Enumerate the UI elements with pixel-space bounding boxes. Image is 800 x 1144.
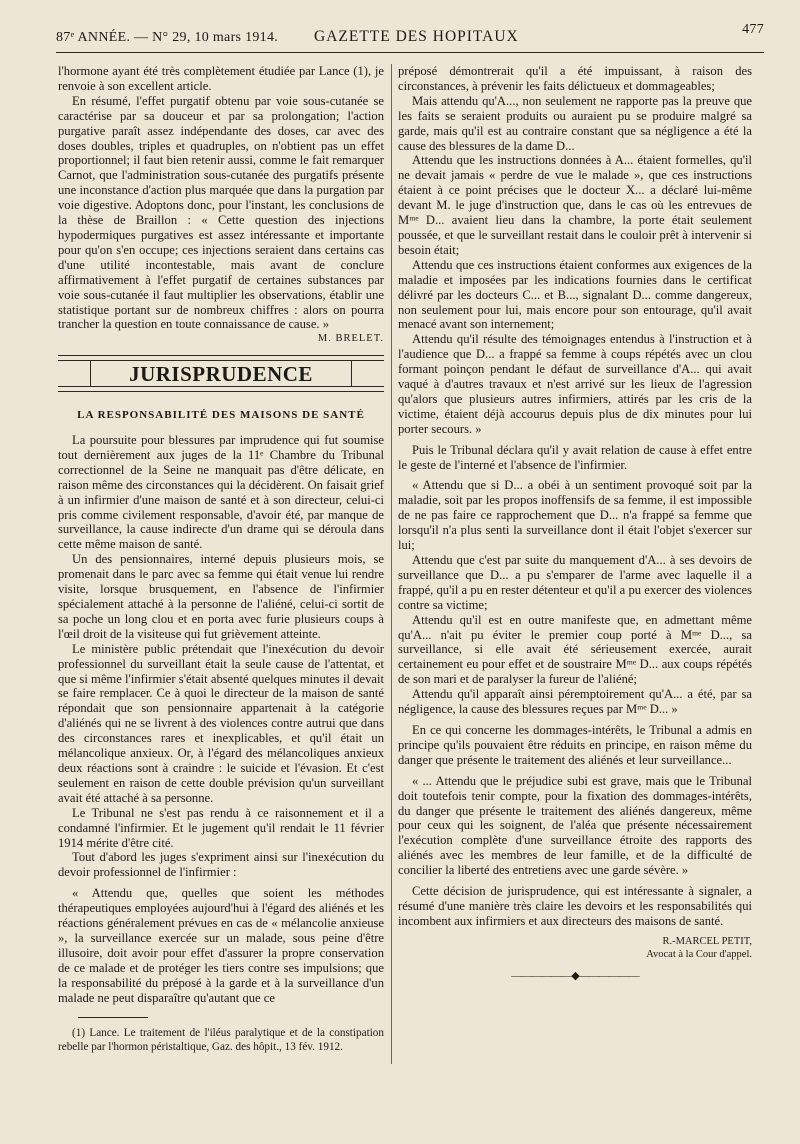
section-title: JURISPRUDENCE [90,361,352,386]
paragraph: La poursuite pour blessures par imprudence qui fut soumise tout dernièrement aux juges de la 11ᵉ Chambre du Tribunal correctionnel de la Seine ne manquait pas d'être délicate, en raison même des circonstances qui la décidèrent. On faisait grief à un infirmier d'une maison de santé et à son directeur, celui-ci pris comme civilement responsable, d'avoir été, par manque de surveillance, la cause indirecte d'un drame qui se déroula dans cette même maison de santé. [58,433,384,552]
paragraph: Attendu que ces instructions étaient conformes aux exigences de la maladie et imposées par les indications fournies dans le certificat délivré par les docteurs C... et B..., signalant D... comme dangereux, non seulement pour lui, mais encore pour son entourage, qu'il avait menacé avant son internement; [398,257,752,332]
paragraph: « Attendu que si D... a obéi à un sentiment provoqué soit par la maladie, soit par les propos inoffensifs de sa femme, il est impossible de ne pas faire ce rapprochement que D... n'a frappé sa femme que lorsqu'il n'a plus senti la surveillance dont il était l'objet s'exercer sur lui; [398,478,752,553]
article-subtitle: LA RESPONSABILITÉ DES MAISONS DE SANTÉ [77,409,365,422]
issue-info: 87ᵉ ANNÉE. — N° 29, 10 mars 1914. [56,30,279,45]
paragraph: Attendu qu'il est en outre manifeste que, en admettant même qu'A... n'ait pu éviter le premier coup porté à Mᵐᵉ D..., sa surveillance, si elle avait été sérieusement exercée, aurait certainement eu pour effet et de soustraire Mᵐᵉ D... aux coups répétés de son mari et de paralyser la fureur de l'aliéné; [398,612,752,687]
paragraph: Le Tribunal ne s'est pas rendu à ce raisonnement et il a condamné l'infirmier. Et le jugement qu'il rendait le 11 février 1914 mérite d'être cité. [58,805,384,850]
header-rule [56,52,764,53]
author-name: R.-MARCEL PETIT, [662,935,752,947]
end-ornament: ——————◆—————— [511,969,639,982]
page-number: 477 [742,22,764,37]
paragraph: Cette décision de jurisprudence, qui est intéressante à signaler, a résumé d'une manière très claire les devoirs et les responsabilités qui incombent aux infirmiers et aux directeurs des maisons de santé. [398,884,752,928]
paragraph: Attendu que c'est par suite du manquement d'A... à ses devoirs de surveillance que D... a pu s'emparer de l'arme avec laquelle il a frappé, qu'il a pu en rester détenteur et qu'il a pu exercer des violences contre sa victime; [398,553,752,612]
paragraph: En résumé, l'effet purgatif obtenu par voie sous-cutanée se caractérise par sa douceur et par sa prolongation; l'action purgative paraît assez indépendante des doses, car avec des doses doubles, triples et quadruples, on n'obtient pas un effet proportionnel; il faut bien retenir aussi, comme le fait remarquer Carnot, que l'administration sous-cutanée des purgatifs présente une inconstance d'action plus marquée que dans la purgation par voie digestive. Adoptons donc, pour l'instant, les conclusions de la thèse de Braillon : « Cette question des injections hypodermiques purgatives est assez intéressante et importante pour qu'on s'en occupe; ces injections seraient dans certains cas d'une utilité incontestable, mais avant de conclure affirmativement à l'effet purgatif de certaines substances par voie sous-cutanée il faut multiplier les observations, établir une statistique portant sur de nombreux chiffres : alors on pourra trancher la question en toute connaissance de cause. » [58,93,384,332]
paragraph: Tout d'abord les juges s'expriment ainsi sur l'inexécution du devoir professionnel de l'infirmier : [58,850,384,880]
page-header [56,22,764,50]
paragraph: « ... Attendu que le préjudice subi est grave, mais que le Tribunal doit toutefois tenir compte, pour la fixation des dommages-intérêts, du danger que présente le traitement des aliénés dangereux, même pour ceux qui les soignent, de l'aléa que présente nécessairement l'exécution complète d'une surveillance étroite des rapports des aliénés avec les membres de leur famille, et de la difficulté de concilier la liberté des entretiens avec une garde sévère. » [398,773,752,878]
paragraph: Attendu qu'il résulte des témoignages entendus à l'instruction et à l'audience que D... a frappé sa femme à coups répétés avec un clou formant poinçon pendant le défaut de surveillance d'A... qui avait vaqué à d'autres travaux et n'est arrivé sur les lieux de l'agression qu'alors que plusieurs autres infirmiers, attirés par les cris de la victime, étaient déjà accourus depuis plus de dix minutes pour lui porter secours. » [398,332,752,436]
journal-title: GAZETTE DES HOPITAUX [314,28,519,45]
paragraph: Puis le Tribunal déclara qu'il y avait relation de cause à effet entre le geste de l'interné et l'absence de l'infirmier. [398,442,752,472]
author-signature-block [398,935,752,961]
footnote-rule [78,1017,148,1018]
paragraph: Un des pensionnaires, interné depuis plusieurs mois, se promenait dans le parc avec sa femme qui était venue lui rendre visite, lorsque brusquement, en l'absence de l'infirmier spécialement attaché à la personne de l'aliéné, celui-ci sortit de sa poche un long clou et en porta avec furie plusieurs coups à l'œil droit de la visiteuse qui fut grièvement atteinte. [58,552,384,641]
paragraph: Le ministère public prétendait que l'inexécution du devoir professionnel du surveillant était la seule cause de l'attentat, et que si même l'infirmier s'était absenté quelques minutes il devait se faire remplacer. Ce à quoi le directeur de la maison de santé répondait que son pensionnaire appartenait à la catégorie d'aliénés qui ne se livrent à des violences contre autrui que dans des circonstances rares et inexplicables, et qu'il était un mélancolique anxieux. Or, à l'égard des mélancoliques anxieux deux réactions sont à craindre : le suicide et l'évasion. Et c'est seulement en raison de cette double prévision qu'un surveillant avait été attaché à sa personne. [58,641,384,805]
paragraph: « Attendu que, quelles que soient les méthodes thérapeutiques employées aujourd'hui à l'égard des aliénés et les réactions généralement prévues en cas de « mélancolie anxieuse », la surveillance exercée sur un malade, sous peine d'être illusoire, doit avoir pour effet d'assurer la propre conservation de ce malade et de protéger les tiers contre ses impulsions; que la responsabilité du préposé à la garde et à la surveillance d'un malade ne peut disparaître qu'autant que ce [58,886,384,1005]
footnote: (1) Lance. Le traitement de l'iléus paralytique et de la constipation rebelle par l'hormon péristaltique, Gaz. des hôpit., 13 fév. 1912. [58,1027,384,1054]
right-column [398,64,752,984]
section-bottom-rule [58,386,384,392]
paragraph: Attendu qu'il apparaît ainsi péremptoirement qu'A... a été, par sa négligence, la cause des blessures reçues par Mᵐᵉ D... » [398,687,752,717]
left-column [58,64,384,1054]
paragraph: Mais attendu qu'A..., non seulement ne rapporte pas la preuve que les faits se seraient produits ou auraient pu se produire malgré sa garde, mais qu'il est au contraire constant que sa négligence a été la cause des blessures de la dame D... [398,93,752,153]
author-signature: M. BRELET. [317,333,384,345]
paragraph: l'hormone ayant été très complètement étudiée par Lance (1), je renvoie à son excellent article. [58,64,384,93]
author-title: Avocat à la Cour d'appel. [646,948,752,960]
paragraph: Attendu que les instructions données à A... étaient formelles, qu'il ne devait jamais « perdre de vue le malade », que ces instructions étaient à ce point précises que le docteur X... a déclaré lui-même devant M. le juge d'instruction que, dans le cas où les entrevues de Mᵐᵉ D... avaient lieu dans la chambre, la porte était seulement poussée, et que le surveillant restait dans le couloir prêt à intervenir si besoin était; [398,153,752,257]
paragraph: En ce qui concerne les dommages-intérêts, le Tribunal a admis en principe qu'ils pouvaient être réduits en principe, en raison même du danger que présente le traitement des aliénés et leur surveillance... [398,722,752,767]
paragraph: préposé démontrerait qu'il a été impuissant, à raison des circonstances, à prévenir les faits délictueux et dommageables; [398,64,752,93]
column-divider [391,64,392,1064]
